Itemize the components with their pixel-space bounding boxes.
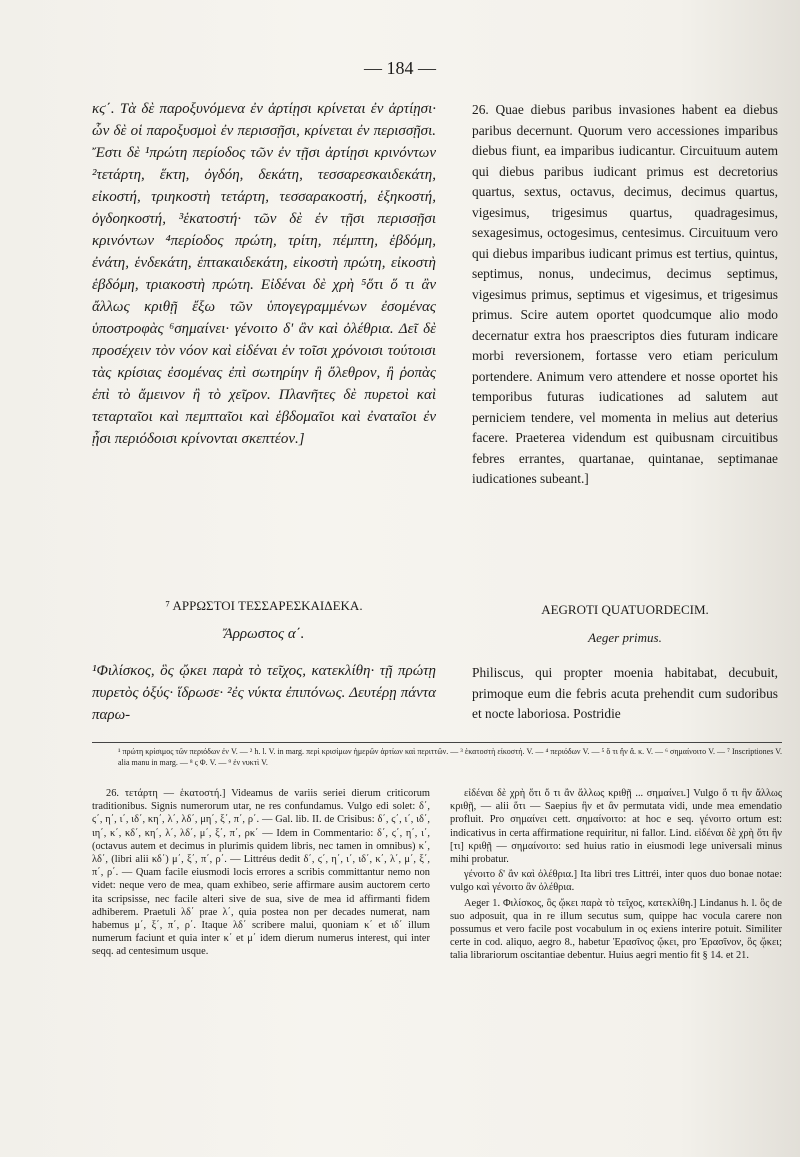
latin-text-column (472, 100, 778, 490)
greek-paragraph: κϛ΄. Τὰ δὲ παροξυνόμενα ἐν ἀρτίῃσι κρίνεται ἐν ἀρτίῃσι· ὧν δὲ οἱ παροξυσμοὶ ἐν περισσῇσι, κρίνεται ἐν περισσῇσι. Ἔστι δὲ ¹πρώτη περίοδος τῶν ἐν τῇσι ἀρτίῃσι κρινόντων ²τετάρτη, ἕκτη, ὀγδόη, δεκάτη, τεσσαρεσκαιδεκάτη, εἰκοστή, τριηκοστὴ τετάρτη, τεσσαρακοστή, ἑξηκοστή, ὀγδοηκοστή, ³ἑκατοστή· τῶν δὲ ἐν τῇσι περισσῇσι κρινόντων ⁴περίοδος πρώτη, τρίτη, πέμπτη, ἑβδόμη, ἐνάτη, ἑνδεκάτη, ἑπτακαιδεκάτη, εἰκοστὴ πρώτη, εἰκοστὴ ἑβδόμη, τριακοστὴ πρώτη. Εἰδέναι δὲ χρὴ ⁵ὅτι ὅ τι ἂν ἄλλως κριθῇ ἔξω τῶν ὑπογεγραμμένων ἐσομένας ὑποστροφὰς ⁶σημαίνει· γένοιτο δ' ἂν καὶ ὀλέθρια. Δεῖ δὲ προσέχειν τὸν νόον καὶ εἰδέναι ἐν τοῖσι χρόνοισι τούτοισι τὰς κρίσιας ἐσομένας ἐπὶ σωτηρίην ἢ ὄλεθρον, ἢ ῥοπὰς ἐπὶ τὸ ἄμεινον ἢ τὸ χεῖρον. Πλανῆτες δὲ πυρετοὶ καὶ τεταρταῖοι καὶ πεμπταῖοι καὶ ἑβδομαῖοι καὶ ἐναταῖοι ἐν ᾗσι περιόδοισι κρίνονται σκεπτέον.] (92, 101, 436, 447)
greek-subheading: Ἄρρωστος α΄. (223, 626, 305, 642)
latin-paragraph: 26. Quae diebus paribus invasiones habent ea diebus paribus decernunt. Quorum vero accessiones imparibus diebus fiunt, ea imparibus iudicantur. Circuituum autem qui diebus paribus iudicant primus est decretorius quartus, sextus, octavus, decimus, decimus quartus, vigesimus, trigesimus quartus, quadragesimus, sexagesimus, octogesimus, centesimus. Circuituum vero qui diebus imparibus iudicant primus est tertius, quintus, septimus, nonus, undecimus, decimus septimus, vigesimus primus, septimus et vigesimus, et trigesimus primus. Scire autem oportet quodcumque alio modo decernatur extra hos praescriptos dies futuram indicare morbi reversionem, fortasse vero etiam periculum portendere. Animum vero attendere et nosse oportet his temporibus futuras iudicationes ad salutem aut perniciem tendere, vel momenta in melius aut deterius facere. Praeterea videndum est quibusnam circuitibus febres errantes, quartanae, quintanae, septimanae iudicationes subeant.] (472, 102, 778, 486)
page-number: — 184 — (364, 58, 436, 78)
latin-text-column-2 (472, 663, 778, 725)
greek-text-column-2 (92, 660, 436, 726)
commentary-paragraph: εἰδέναι δὲ χρὴ ὅτι ὅ τι ἂν ἄλλως κριθῇ ... σημαίνει.] Vulgo ὅ τι ἢν ἄλλως κριθῇ, — alii ὅτι — Saepius ἢν et ἂν permutata vidi, unde mea emendatio profluit. Pro σημαίνει cett. σημαίνοιτο: at hoc e seq. γένοιτο ortum est: indicativus in certa affirmatione requiritur, ni fallor. Lind. εἰδέναι δὲ χρὴ ὅτι ἢν [τι] κριθῇ — σημαίνοιτο: sed huius ratio in eiusmodi lege universali minus mihi probatur. (450, 788, 782, 866)
greek-section-heading: ⁷ ΑΡΡΩΣΤΟΙ ΤΕΣΣΑΡΕΣΚΑΙΔΕΚΑ. (165, 598, 363, 613)
commentary-paragraph: γένοιτο δ' ἂν καὶ ὀλέθρια.] Ita libri tres Littréi, inter quos duo bonae notae: vulgo καὶ γένοιτο ἂν ὀλέθρια. (450, 869, 782, 894)
footnotes: ¹ πρώτη κρίσιμος τῶν περιόδων ἐν V. — ² h. l. V. in marg. περὶ κρισίμων ἡμερῶν ἀρτίων καὶ περιττῶν. — ³ ἑκατοστὴ εἰκοστή. V. — ⁴ περιόδων V. — ⁵ ὅ τι ἢν ἄ. κ. V. — ⁶ σημαίνοιτο V. — ⁷ Inscriptiones V. alia manu in marg. — ⁸ ς Φ. V. — ⁹ ἐν νυκτὶ V. (118, 747, 782, 767)
commentary-left-column (92, 787, 430, 961)
greek-paragraph-2: ¹Φιλίσκος, ὃς ᾤκει παρὰ τὸ τεῖχος, κατεκλίθη· τῇ πρώτῃ πυρετὸς ὀξύς· ἵδρωσε· ²ἐς νύκτα ἐπιπόνως. Δευτέρῃ πάντα παρω- (92, 663, 436, 723)
footnote-divider (92, 742, 782, 743)
latin-subheading: Aeger primus. (588, 630, 662, 645)
commentary-paragraph: Aeger 1. Φιλίσκος, ὃς ᾤκει παρὰ τὸ τεῖχος, κατεκλίθη.] Lindanus h. l. ὃς de suo adposuit, qua in re illum secutus sum, quippe hac vocula carere non possumus et vero facile post vocabulum in ος exiens interire potuit. Similiter certe in cod. aliquo, aegro 8., habetur Ἐρασῖνος ᾤκει, pro Ἐρασῖνον, ὃς ᾤκει; talia librariorum oscitantiae debentur. Huius aegri mentio fit § 14. et 21. (450, 897, 782, 962)
commentary-paragraph: 26. τετάρτη — ἑκατοστή.] Videamus de variis seriei dierum criticorum traditionibus. Signis numerorum utar, ne res confundamus. Vulgo edi solet: δ΄, ϛ΄, η΄, ι΄, ιδ΄, κη΄, λ΄, λδ΄, μη΄, ξ΄, π΄, ρ΄. — Gal. lib. II. de Crisibus: δ΄, ϛ΄, ι΄, ιδ΄, ιη΄, κ΄, κδ΄, κη΄, λ΄, λδ΄, μ΄, ξ΄, π΄, ρκ΄ — Idem in Commentario: δ΄, ϛ΄, η΄, ι΄, (octavus autem et decimus in plurimis quidem libris, nec tamen in omnibus) κ΄, λδ΄, (libri alii κδ΄) μ΄, ξ΄, π΄, ρ΄. — Littréus dedit δ΄, ϛ΄, η΄, ι΄, ιδ΄, κ΄, λ΄, μ΄, ξ΄, π΄, ρ΄. — Quam facile eiusmodi locis errores a scribis committantur nemo non videt: neque vero de mea, quam exhibeo, serie affirmare ausim auctorem certo ita scripsisse, nec facile alteri sive de sua, sive de mea id affirmanti fidem adhiberem. Praetuli λδ΄ prae λ΄, quia postea non per decades numerat, nam habemus μ΄, ξ΄, π΄, ρ΄. Itaque λδ΄ scribere malui, quoniam κ΄ et ιδ΄ illum numerum faciunt et quia inter κ΄ et μ΄ idem dierum numerus interest, qui inter seqq. ad centesimum usque. (92, 788, 430, 958)
latin-paragraph-2: Philiscus, qui propter moenia habitabat, decubuit, primoque eum die febris acuta prehendit cum sudoribus et nocte laboriosa. Postridie (472, 665, 778, 721)
commentary-right-column (450, 787, 782, 965)
latin-section-heading: AEGROTI QUATUORDECIM. (541, 602, 709, 617)
greek-text-column (92, 98, 436, 450)
